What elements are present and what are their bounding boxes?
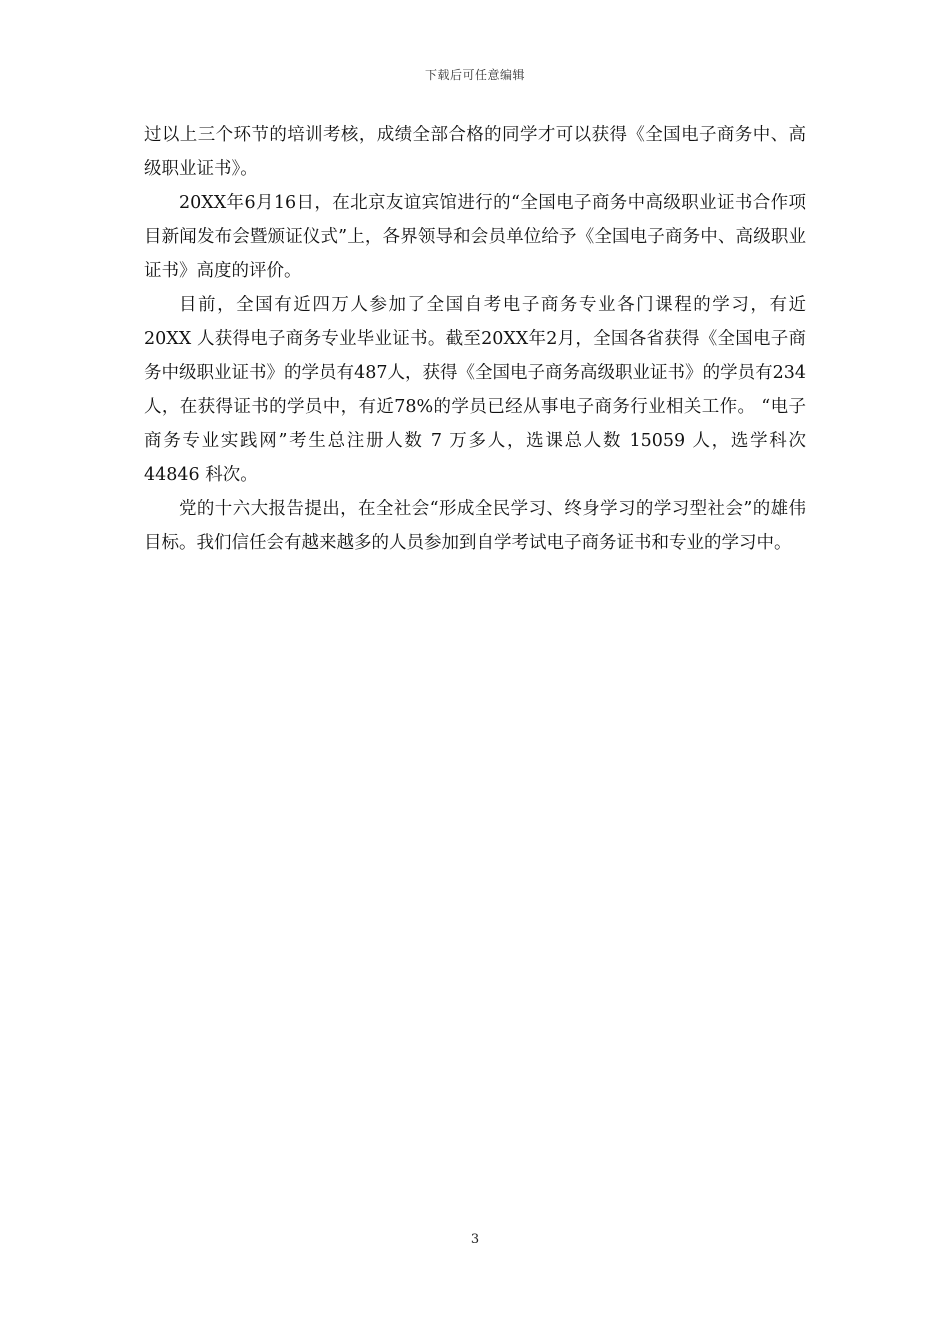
paragraph-continuation: 过以上三个环节的培训考核，成绩全部合格的同学才可以获得《全国电子商务中、高级职业证书》。 xyxy=(144,125,806,179)
header-note: 下载后可任意编辑 xyxy=(424,68,525,82)
document-body xyxy=(144,118,806,560)
paragraph-statistics: 目前，全国有近四万人参加了全国自考电子商务专业各门课程的学习，有近 20XX 人获得电子商务专业毕业证书。截至20XX年2月，全国各省获得《全国电子商务中级职业证书》的学员有487人，获得《全国电子商务高级职业证书》的学员有234人，在获得证书的学员中，有近78%的学员已经从事电子商务行业相关工作。 “电子商务专业实践网”考生总注册人数 7 万多人，选课总人数 15059 人，选学科次 44846 科次。 xyxy=(144,295,806,485)
paragraph-conclusion: 党的十六大报告提出，在全社会“形成全民学习、终身学习的学习型社会”的雄伟目标。我们信任会有越来越多的人员参加到自学考试电子商务证书和专业的学习中。 xyxy=(144,499,806,553)
page-number: 3 xyxy=(470,1232,480,1247)
paragraph-press-conference: 20XX年6月16日，在北京友谊宾馆进行的“全国电子商务中高级职业证书合作项目新闻发布会暨颁证仪式”上，各界领导和会员单位给予《全国电子商务中、高级职业证书》高度的评价。 xyxy=(144,193,806,281)
